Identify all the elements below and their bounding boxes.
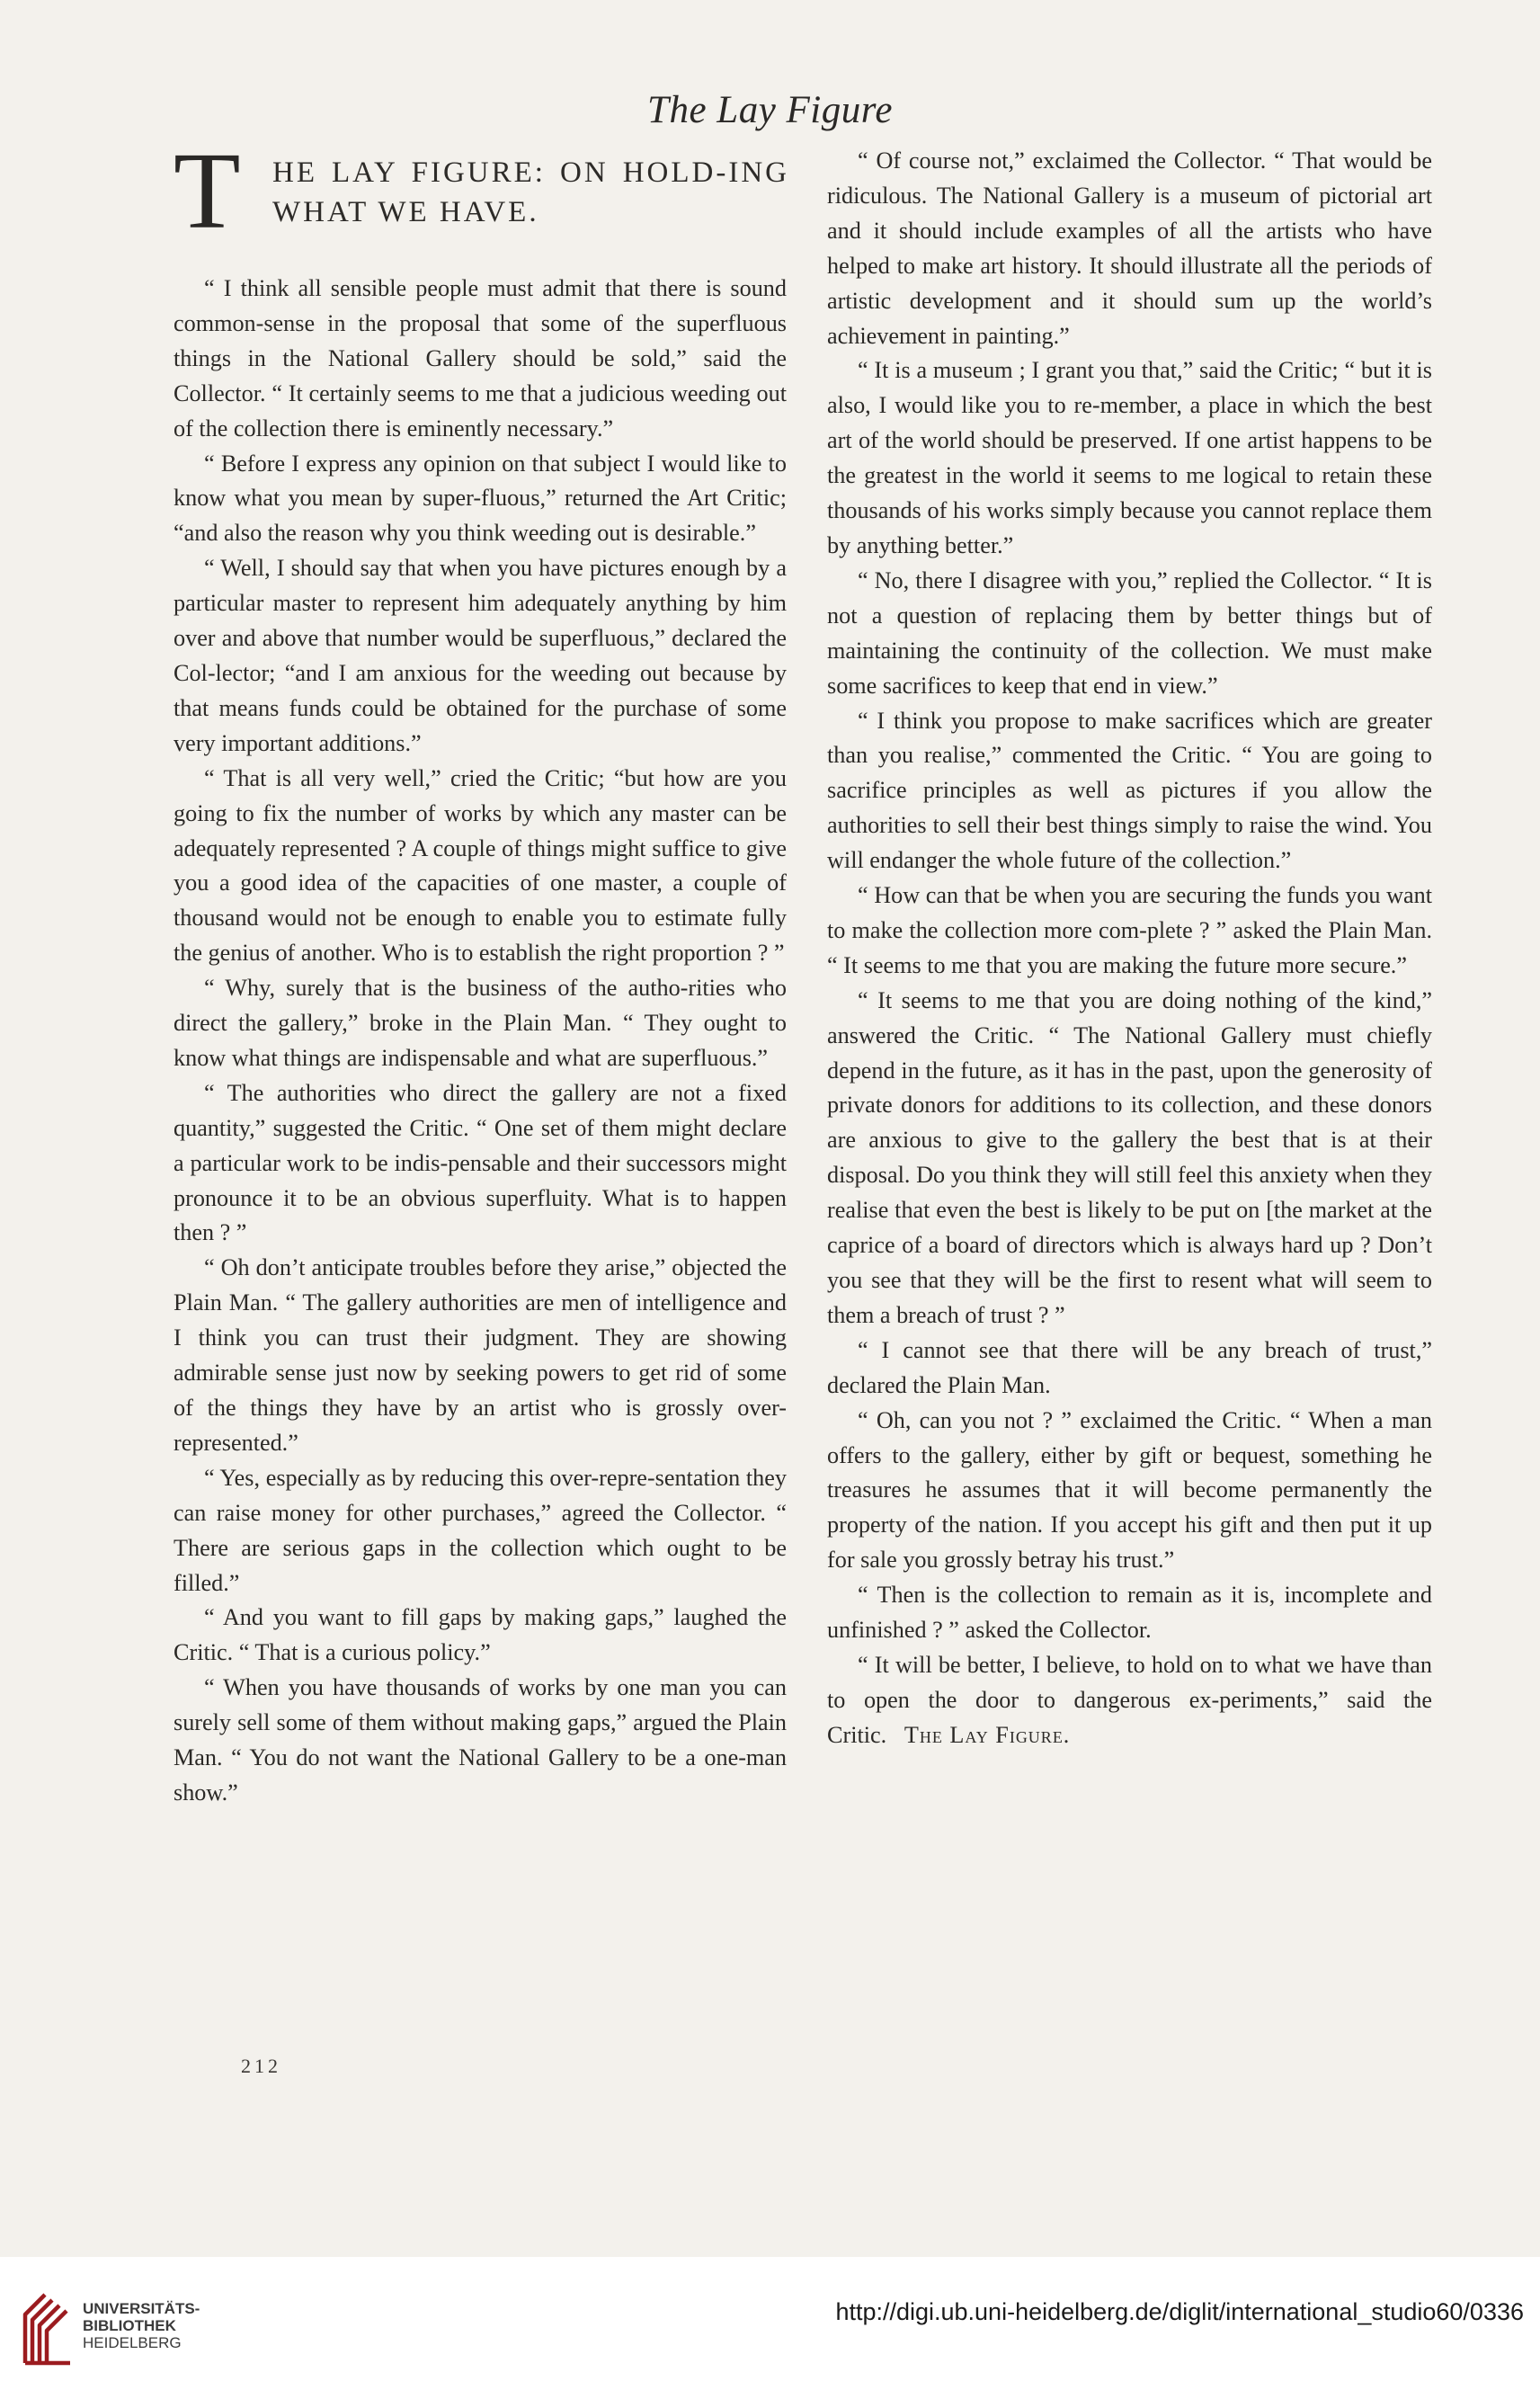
paragraph: “ I think all sensible people must admit that there is sound common-sense in the proposal that some of the superfluous things in the National Gallery should be sold,” said the Collector. “ It certainly seems to me that a judicious weeding out of the collection there is eminently necessary.” xyxy=(174,275,787,441)
library-name xyxy=(83,2300,200,2351)
library-line-2: BIBLIOTHEK xyxy=(83,2317,176,2334)
paragraph: “ And you want to fill gaps by making gaps,” laughed the Critic. “ That is a curious policy.” xyxy=(174,1604,787,1666)
paragraph: “ Oh don’t anticipate troubles before they arise,” objected the Plain Man. “ The gallery authorities are men of intelligence and I think you can trust their judgment. They are showing admirable sense just now by seeking powers to get rid of some of the things they have by an artist who is grossly over-represented.” xyxy=(174,1254,787,1456)
paragraph: “ Of course not,” exclaimed the Collector. “ That would be ridiculous. The National Gallery is a museum of pictorial art and it should include examples of all the artists who have helped to make art history. It should illustrate all the periods of artistic development and it should sum up the world’s achievement in painting.” xyxy=(827,147,1432,349)
signature: The Lay Figure. xyxy=(904,1721,1071,1748)
paragraph: “ Well, I should say that when you have pictures enough by a particular master to represent him adequately anything by him over and above that number would be superfluous,” declared the Col-lector; “and I am anxious for the weeding out because by that means funds could be obtained for the purchase of some very important additions.” xyxy=(174,555,787,756)
paragraph: “ Why, surely that is the business of the autho-rities who direct the gallery,” broke in the Plain Man. “ They ought to know what things are indispensable and what are superfluous.” xyxy=(174,975,787,1071)
article-headline-block xyxy=(174,130,789,268)
final-paragraph xyxy=(827,1648,1432,1753)
library-line-3: HEIDELBERG xyxy=(83,2334,182,2351)
paragraph: “ How can that be when you are securing the funds you want to make the collection more com-plete ? ” asked the Plain Man. “ It seems to me that you are making the future more secure.” xyxy=(827,882,1432,978)
page-number: 212 xyxy=(241,2055,281,2077)
running-head: The Lay Figure xyxy=(647,89,893,131)
paragraph: “ I think you propose to make sacrifices which are greater than you realise,” commented the Critic. “ You are going to sacrifice principles as well as pictures if you allow the authorities to sell their best things simply to raise the wind. You will endanger the whole future of the collection.” xyxy=(827,707,1432,874)
left-column xyxy=(174,130,789,1811)
right-column xyxy=(827,144,1432,1753)
paragraph: “ The authorities who direct the gallery are not a fixed quantity,” suggested the Critic. “ One set of them might declare a particular work to be indis-pensable and their successors might pronounce it to be an obvious superfluity. What is to happen then ? ” xyxy=(174,1079,787,1246)
paragraph: “ That is all very well,” cried the Critic; “but how are you going to fix the number of works by which any master can be adequately represented ? A couple of things might suffice to give you a good idea of the capacities of one master, a couple of thousand would not be enough to enable you to estimate fully the genius of another. Who is to establish the right proportion ? ” xyxy=(174,764,787,967)
paragraph: “ I cannot see that there will be any breach of trust,” declared the Plain Man. xyxy=(827,1336,1432,1398)
source-url-link[interactable]: http://digi.ub.uni-heidelberg.de/diglit/international_studio60/0336 xyxy=(835,2298,1524,2325)
footer-bar xyxy=(0,2257,1540,2390)
paragraph: “ No, there I disagree with you,” replied the Collector. “ It is not a question of replacing them by better things but of maintaining the continuity of the collection. We must make some sacrifices to keep that end in view.” xyxy=(827,566,1432,699)
article-headline: HE LAY FIGURE: ON HOLD-ING WHAT WE HAVE. xyxy=(272,156,789,228)
paragraph: “ When you have thousands of works by one man you can surely sell some of them without making gaps,” argued the Plain Man. “ You do not want the National Gallery to be a one-man show.” xyxy=(174,1674,787,1806)
paragraph: “ Oh, can you not ? ” exclaimed the Critic. “ When a man offers to the gallery, either by gift or bequest, something he treasures he assumes that it will become permanently the property of the nation. If you accept his gift and then put it up for sale you grossly betray his trust.” xyxy=(827,1406,1432,1574)
paragraph-text: “ It will be better, I believe, to hold on to what we have than to open the door to dangerous ex-periments,” said the Critic. xyxy=(827,1651,1432,1748)
library-logo-icon xyxy=(18,2291,74,2367)
paragraph: “ Yes, especially as by reducing this over-repre-sentation they can raise money for other purchases,” agreed the Collector. “ There are serious gaps in the collection which ought to be filled.” xyxy=(174,1464,787,1596)
drop-cap: T xyxy=(174,130,241,252)
paragraph: “ Then is the collection to remain as it is, incomplete and unfinished ? ” asked the Collector. xyxy=(827,1582,1432,1644)
paragraph: “ It seems to me that you are doing nothing of the kind,” answered the Critic. “ The National Gallery must chiefly depend in the future, as it has in the past, upon the generosity of private donors for additions to its collection, and these donors are anxious to give to the gallery the best that is at their disposal. Do you think they will still feel this anxiety when they realise that even the best is likely to be put on [the market at the caprice of a board of directors which is always hard up ? Don’t you see that they will be the first to resent what will seem to them a breach of trust ? ” xyxy=(827,986,1432,1328)
library-line-1: UNIVERSITÄTS- xyxy=(83,2300,200,2317)
paragraph: “ Before I express any opinion on that subject I would like to know what you mean by super-fluous,” returned the Art Critic; “and also the reason why you think weeding out is desirable.” xyxy=(174,450,787,547)
paragraph: “ It is a museum ; I grant you that,” said the Critic; “ but it is also, I would like you to re-member, a place in which the best art of the world should be preserved. If one artist happens to be the greatest in the world it seems to me logical to retain these thousands of his works simply because you cannot replace them by anything better.” xyxy=(827,357,1432,558)
